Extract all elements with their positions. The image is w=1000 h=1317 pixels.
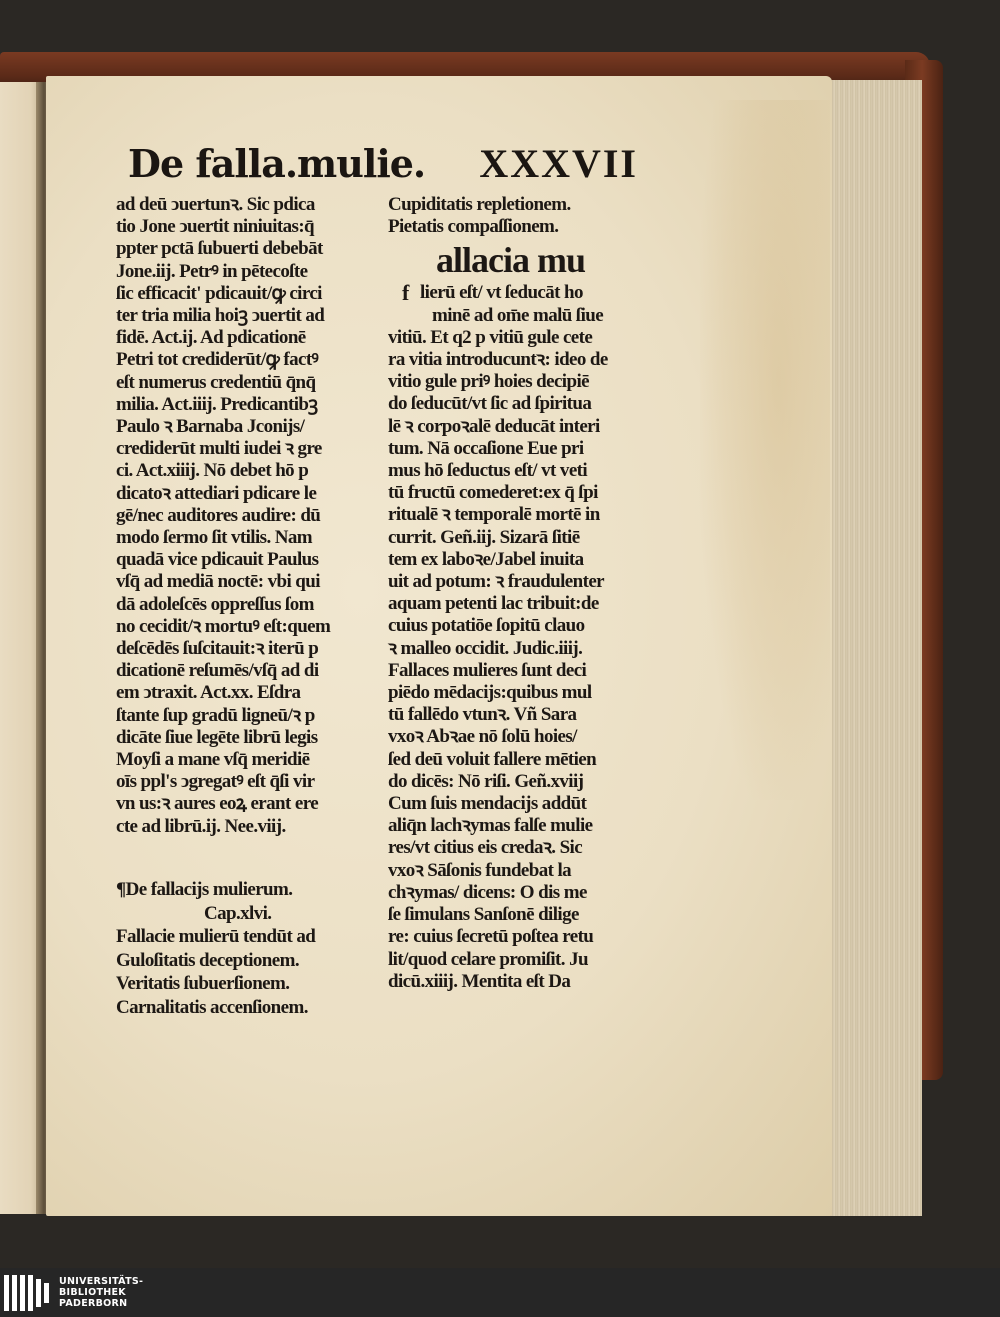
chapter-number: Cap.xlvi. — [204, 902, 272, 924]
text-line: vitio gule priꝰ hoies decipiē — [388, 371, 589, 393]
water-stain — [700, 100, 830, 800]
text-line: fidē. Act.ij. Ad pdicationē — [116, 327, 306, 349]
text-line: aliq̄n lachꝛymas falſe mulie — [388, 815, 593, 837]
text-line: Guloſitatis deceptionem. — [116, 949, 299, 971]
library-logo-icon — [4, 1273, 49, 1313]
text-line: ritualē ꝛ temporalē mortē in — [388, 504, 600, 526]
text-line: ad deū ↄuertunꝛ. Sic pdica — [116, 194, 315, 215]
text-line: Cupiditatis repletionem. — [388, 194, 571, 215]
text-line: res/vt citius eis credaꝛ. Sic — [388, 837, 583, 859]
text-line: Carnalitatis accenſionem. — [116, 996, 308, 1018]
text-line: Fallacie mulierū tendūt ad — [116, 926, 316, 947]
text-line: lit/quod celare promiſit. Ju — [388, 948, 588, 970]
text-line: milia. Act.iiij. Predicantibꝫ — [116, 393, 318, 415]
text-line: dicāte ſiue legēte librū legis — [116, 726, 318, 748]
text-line: modo ſermo ſit vtilis. Nam — [116, 527, 313, 549]
text-line: ſed deū voluit fallere mētien — [388, 748, 597, 770]
text-line: minē ad om̄e malū ſiue — [432, 304, 604, 326]
text-line: cte ad librū.ij. Nee.viij. — [116, 815, 286, 837]
text-line: no cecidit/ꝛ mortuꝰ eſt:quem — [116, 615, 331, 637]
text-line: do dicēs: Nō riſi. Geñ.xviij — [388, 770, 584, 792]
text-line: quadā vice pdicauit Paulus — [116, 549, 319, 571]
initial-line-text: lierū eſt/ vt ſeducāt ho — [420, 282, 583, 304]
page-block-edges — [830, 80, 922, 1216]
text-line: dā adoleſcēs oppreſſus ſom — [116, 593, 314, 615]
text-line: ppter pctā ſubuerti debebāt — [116, 238, 323, 260]
text-line: do ſeducūt/vt ſic ad ſpiritua — [388, 393, 592, 415]
text-line: vxoꝛ Abꝛae nō ſolū hoies/ — [388, 726, 577, 748]
folio-number: XXXVII — [479, 141, 638, 186]
text-line: dicū.xiiij. Mentita eſt Da — [388, 970, 571, 992]
initial-line — [388, 282, 640, 304]
text-line: re: cuius ſecretū poſtea retu — [388, 926, 594, 948]
chapter-title: ¶De fallacijs mulierum. — [116, 879, 293, 900]
text-line: piēdo mēdacijs:quibus mul — [388, 682, 592, 704]
library-name-line: UNIVERSITÄTS- — [59, 1276, 144, 1287]
running-title: De falla.mulie. — [128, 141, 426, 186]
text-line: chꝛymas/ dicens: O dis me — [388, 881, 587, 903]
text-line: ꝛ malleo occidit. Judic.iiij. — [388, 637, 583, 659]
text-line: Petri tot crediderūt/ꝙ factꝰ — [116, 349, 319, 371]
library-name-line: PADERBORN — [59, 1298, 128, 1309]
text-line: Cum ſuis mendacijs addūt — [388, 793, 587, 815]
text-line: Paulo ꝛ Barnaba Jconijs/ — [116, 416, 305, 438]
text-line: tum. Nā occaſione Eue pri — [388, 437, 584, 459]
text-line: cuius potatiōe ſopitū clauo — [388, 615, 585, 637]
text-line: tū fallēdo vtunꝛ. Vñ Sara — [388, 704, 577, 726]
text-line: vitiū. Et q2 p vitiū gule cete — [388, 326, 593, 348]
text-line: gē/nec auditores audire: dū — [116, 504, 321, 526]
text-line: vn us:ꝛ aures eoꝝ erant ere — [116, 793, 319, 815]
text-line: Moyſi a mane vſq̄ meridiē — [116, 749, 310, 771]
text-line: mus hō ſeductus eſt/ vt veti — [388, 460, 588, 482]
text-line: ra vitia introducuntꝛ: ideo de — [388, 349, 608, 371]
text-line: Veritatis ſubuerſionem. — [116, 973, 290, 994]
text-line: vxoꝛ Sāſonis fundebat la — [388, 859, 572, 881]
text-line: oīs ppl's ↄgregatꝰ eſt q̄ſi vir — [116, 771, 315, 793]
text-line: Pietatis compaſſionem. — [388, 216, 559, 238]
text-line: ſe ſimulans Sanſonē dilige — [388, 904, 579, 926]
text-line: aquam petenti lac tribuit:de — [388, 593, 599, 615]
library-name-line: BIBLIOTHEK — [59, 1287, 126, 1298]
text-line: tem ex laboꝛe/Jabel inuita — [388, 548, 584, 570]
text-line: ter tria milia hoiꝫ ↄuertit ad — [116, 305, 325, 327]
text-line: lē ꝛ corpoꝛalē deducāt interi — [388, 415, 600, 437]
text-line: tū fructū comederet:ex q̄ ſpi — [388, 482, 598, 504]
text-line: vſq̄ ad mediā noctē: vbi qui — [116, 571, 320, 593]
text-line: dicationē reſumēs/vſq̄ ad di — [116, 660, 319, 682]
running-header — [128, 140, 638, 188]
text-line: crediderūt multi iudei ꝛ gre — [116, 438, 322, 460]
text-line: Fallaces mulieres ſunt deci — [388, 659, 587, 681]
text-line: Jone.iij. Petrꝰ in pētecoſte — [116, 260, 308, 282]
text-line: ci. Act.xiiij. Nō debet hō p — [116, 460, 309, 482]
text-line: tio Jone ↄuertit niniuitas:q̄ — [116, 216, 315, 238]
text-line: dicatoꝛ attediari pdicare le — [116, 482, 317, 504]
text-line: eſt numerus credentiū q̄nq̄ — [116, 371, 316, 393]
text-line: uit ad potum: ꝛ fraudulenter — [388, 571, 604, 593]
text-line: ſtante ſup gradū ligneū/ꝛ p — [116, 704, 315, 726]
library-name — [59, 1276, 143, 1309]
right-text-column — [388, 194, 640, 993]
text-line: ſic efficacit' pdicauit/ꝙ circi — [116, 282, 322, 304]
text-line: em ↄtraxit. Act.xx. Eſdra — [116, 682, 301, 704]
text-line: currit. Geñ.iij. Sizarā ſitiē — [388, 526, 580, 548]
left-text-column — [116, 194, 374, 838]
section-heading: allacia mu — [436, 240, 585, 281]
library-footer — [0, 1268, 1000, 1317]
initial-letter: f — [402, 280, 409, 306]
text-line: deſcēdēs ſuſcitauit:ꝛ iterū p — [116, 638, 319, 660]
chapter-heading-block — [116, 878, 374, 1019]
